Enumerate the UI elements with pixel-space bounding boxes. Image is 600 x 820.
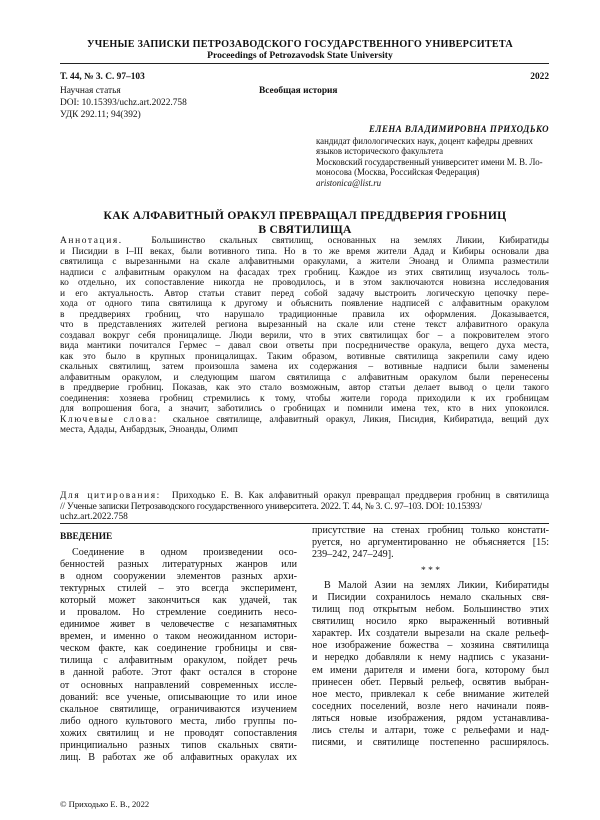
intro-line: 239–242, 247–249]. bbox=[312, 549, 394, 561]
citation-first-line: Приходько Е. В. Как алфавитный оракул превращал преддверия гробниц в святилища bbox=[171, 491, 549, 501]
intro-line: ное место, привлекал к себе внимание жителей bbox=[312, 688, 549, 700]
title-line: КАК АЛФАВИТНЫЙ ОРАКУЛ ПРЕВРАЩАЛ ПРЕДДВЕРИЯ ГРОБНИЦ bbox=[103, 209, 507, 222]
intro-line: и Писидии сохранилось немало скальных свя- bbox=[312, 592, 549, 604]
section-separator: * * * bbox=[421, 566, 440, 577]
keywords-line bbox=[60, 415, 549, 426]
intro-line: присутствие на стенах гробниц только констати- bbox=[312, 525, 549, 536]
intro-line: единимое живет в человечестве с незапамятных bbox=[60, 619, 297, 631]
affiliation-line: Московский государственный университет имени М. В. Ло- bbox=[316, 156, 543, 167]
abstract-line: в преддверие гробниц. Показав, как это стало возможным, автор статьи делает вывод о цели такого bbox=[60, 383, 549, 393]
intro-line: святилищ носило ярко выраженный вотивный bbox=[312, 616, 549, 628]
abstract-first-line: Большинство скальных святилищ, основанных на землях Ликии, Кибиратиды bbox=[151, 236, 549, 246]
intro-line: тилищ под открытым небом. Большинство этих bbox=[312, 604, 549, 616]
intro-line: ляться новые изображения, рядом устанавлива- bbox=[312, 712, 549, 724]
intro-line: и нередко добавляли к нему надпись с указани- bbox=[312, 652, 549, 664]
intro-line: тилища с алфавитным оракулом, пойдет речь bbox=[60, 655, 297, 667]
abstract-line bbox=[60, 236, 549, 247]
abstract-label: Аннотация. bbox=[60, 236, 123, 246]
author-affiliation bbox=[316, 136, 552, 188]
affiliation-line: кандидат филологических наук, доцент кафедры древних bbox=[316, 136, 533, 146]
abstract-line: создавал вокруг себя проницалище. Люди верили, что в этих святилищах бог – а покровителем этого bbox=[60, 330, 549, 341]
article-type: Научная статья bbox=[60, 86, 121, 96]
abstract-line: алфавитным оракулом, и следующим шагом святилища с алфавитным оракулом были перенесены bbox=[60, 372, 549, 383]
volume-info: Т. 44, № 3. С. 97–103 bbox=[60, 72, 145, 82]
intro-line: и провалом. Но стремление соединить несо- bbox=[60, 607, 297, 619]
title-line: В СВЯТИЛИЩА bbox=[258, 222, 352, 236]
intro-line: бенностей разных литературных жанров или bbox=[60, 559, 297, 571]
abstract-line: как это было в крупных проницалищах. Таким образом, вотивные святилища закрепили саму идею bbox=[60, 351, 549, 362]
intro-line: характер. Их создатели вырезали на скале рельеф- bbox=[312, 628, 549, 640]
citation-line bbox=[60, 491, 549, 502]
citation-line: // Ученые записки Петрозаводского государственного университета. 2022. Т. 44, № 3. С. 97–103. DOI: 10.15393/ bbox=[60, 501, 482, 512]
intro-right-column bbox=[312, 525, 549, 749]
citation-line: uchz.art.2022.758 bbox=[60, 512, 128, 522]
intro-line: который может закончиться как удачей, так bbox=[60, 595, 297, 607]
copyright: © Приходько Е. В., 2022 bbox=[60, 799, 150, 809]
journal-title-en: Proceedings of Petrozavodsk State University bbox=[207, 50, 393, 61]
abstract-line: святилища с вырезанными на скале алфавитными оракулами, а жители Эноанд и Олимпа разместили bbox=[60, 257, 549, 267]
intro-line: от основных направлений современных иссле- bbox=[60, 679, 297, 691]
abstract-line: надписи с алфавитным оракулом на фасадах трех гробниц. Каждое из этих святилищ изучалось толь- bbox=[60, 267, 549, 278]
intro-line: ем имени дарителя и имени бога, которому был bbox=[312, 664, 549, 676]
citation-block bbox=[60, 491, 549, 523]
intro-line: лись стелы и алтари, тоже с рельефами и над- bbox=[312, 724, 549, 736]
intro-heading: ВВЕДЕНИЕ bbox=[60, 532, 113, 542]
intro-line: принесен обет. Первый рельеф, освятив выбран- bbox=[312, 676, 549, 688]
abstract-line: и его актуальность. Автор статьи ставит перед собой задачу выстроить логическую цепочку пере- bbox=[60, 288, 549, 299]
abstract-line: и Писидии в I–III веках, были вотивного типа. Но в то же время жители Адад и Кибиры основали два bbox=[60, 246, 549, 257]
abstract-line: ко отдельно, их сопоставление никогда не проводилось, и в этом заключаются новизна исследования bbox=[60, 278, 549, 288]
intro-line: принципиально разных типов скальных святи- bbox=[60, 739, 297, 751]
abstract-line: скальных святилищ, затем произошла замена их содержания – вотивные надписи были заменены bbox=[60, 362, 549, 372]
intro-line: ческом факте, как соединение гробницы и свя- bbox=[60, 643, 297, 655]
intro-line: писями, и святилище постепенно расширялось. bbox=[312, 736, 549, 748]
keywords-label: Ключевые слова: bbox=[60, 414, 158, 425]
journal-title-ru: УЧЕНЫЕ ЗАПИСКИ ПЕТРОЗАВОДСКОГО ГОСУДАРСТВЕННОГО УНИВЕРСИТЕТА bbox=[87, 39, 513, 50]
intro-line: В Малой Азии на землях Ликии, Кибиратиды bbox=[324, 580, 549, 592]
intro-line: скальное святилище, ограничиваются изучением bbox=[60, 703, 297, 715]
author-name: ЕЛЕНА ВЛАДИМИРОВНА ПРИХОДЬКО bbox=[368, 124, 549, 134]
affiliation-line: моносова (Москва, Российская Федерация) bbox=[316, 167, 480, 178]
article-title bbox=[70, 209, 540, 236]
keywords-first-line: скальное святилище, алфавитный оракул, Ликия, Писидия, Кибиратида, вещий дух bbox=[172, 414, 549, 425]
abstract bbox=[60, 236, 549, 436]
section-rule bbox=[60, 523, 549, 524]
intro-line: руется, но аргументированно не объясняется [15: bbox=[312, 537, 549, 549]
abstract-line: что в представлениях жителей региона вырезанный на скале или стене текст алфавитного оракула bbox=[60, 320, 549, 330]
intro-line: времен, и именно о таком неожиданном истори- bbox=[60, 631, 297, 643]
abstract-line: хода от одного типа святилища к другому и объяснить появление надписей с алфавитным оракулом bbox=[60, 299, 549, 309]
intro-line: хожих святилищ и не проводят сопоставления bbox=[60, 727, 297, 739]
intro-line: соседних поселений, возле него начинали появ- bbox=[312, 700, 549, 712]
affiliation-line: языков исторического факультета bbox=[316, 146, 444, 157]
keywords-line: места, Адады, Анбардзык, Эноанды, Олимп bbox=[60, 425, 238, 435]
intro-line: дований: все ученые, описывающие то или иное bbox=[60, 691, 297, 703]
intro-line: ное изображение божества – хозяина святилища bbox=[312, 640, 549, 652]
intro-line: в одном сооружении элементов разных архи- bbox=[60, 571, 297, 583]
intro-line: тектурных стилей – это всегда эксперимент, bbox=[60, 583, 297, 595]
author-email-link[interactable]: aristonica@list.ru bbox=[316, 177, 382, 188]
header-rule bbox=[60, 63, 549, 64]
abstract-line: для вопрошения бога, а значит, заботились о гробницах и помнили имена тех, кто в них упокоился. bbox=[60, 404, 549, 414]
abstract-line: вида мантики почитался Гермес – давал свои ответы при посредничестве оракула, вещего духа места, bbox=[60, 341, 549, 351]
doi: DOI: 10.15393/uchz.art.2022.758 bbox=[60, 98, 187, 108]
abstract-line: в преддвериях гробниц, что нарушало традиционные правила их оформления. Доказывается, bbox=[60, 309, 549, 320]
intro-line: либо одного культового места, либо группы по- bbox=[60, 715, 297, 727]
intro-left-column bbox=[60, 547, 297, 764]
intro-line: Соединение в одном произведении осо- bbox=[72, 547, 297, 558]
udc: УДК 292.11; 94(392) bbox=[60, 110, 141, 120]
intro-line: лищ. В работах же об алфавитных оракулах их bbox=[60, 751, 297, 763]
intro-line: в данной работе. Этот факт остался в стороне bbox=[60, 667, 297, 679]
year: 2022 bbox=[530, 72, 549, 82]
section-name: Всеобщая история bbox=[259, 86, 338, 96]
citation-label: Для цитирования: bbox=[60, 491, 161, 501]
abstract-line: соединения: хозяева гробниц стремились к тому, чтобы жители города приходили к их гробницам bbox=[60, 393, 549, 404]
